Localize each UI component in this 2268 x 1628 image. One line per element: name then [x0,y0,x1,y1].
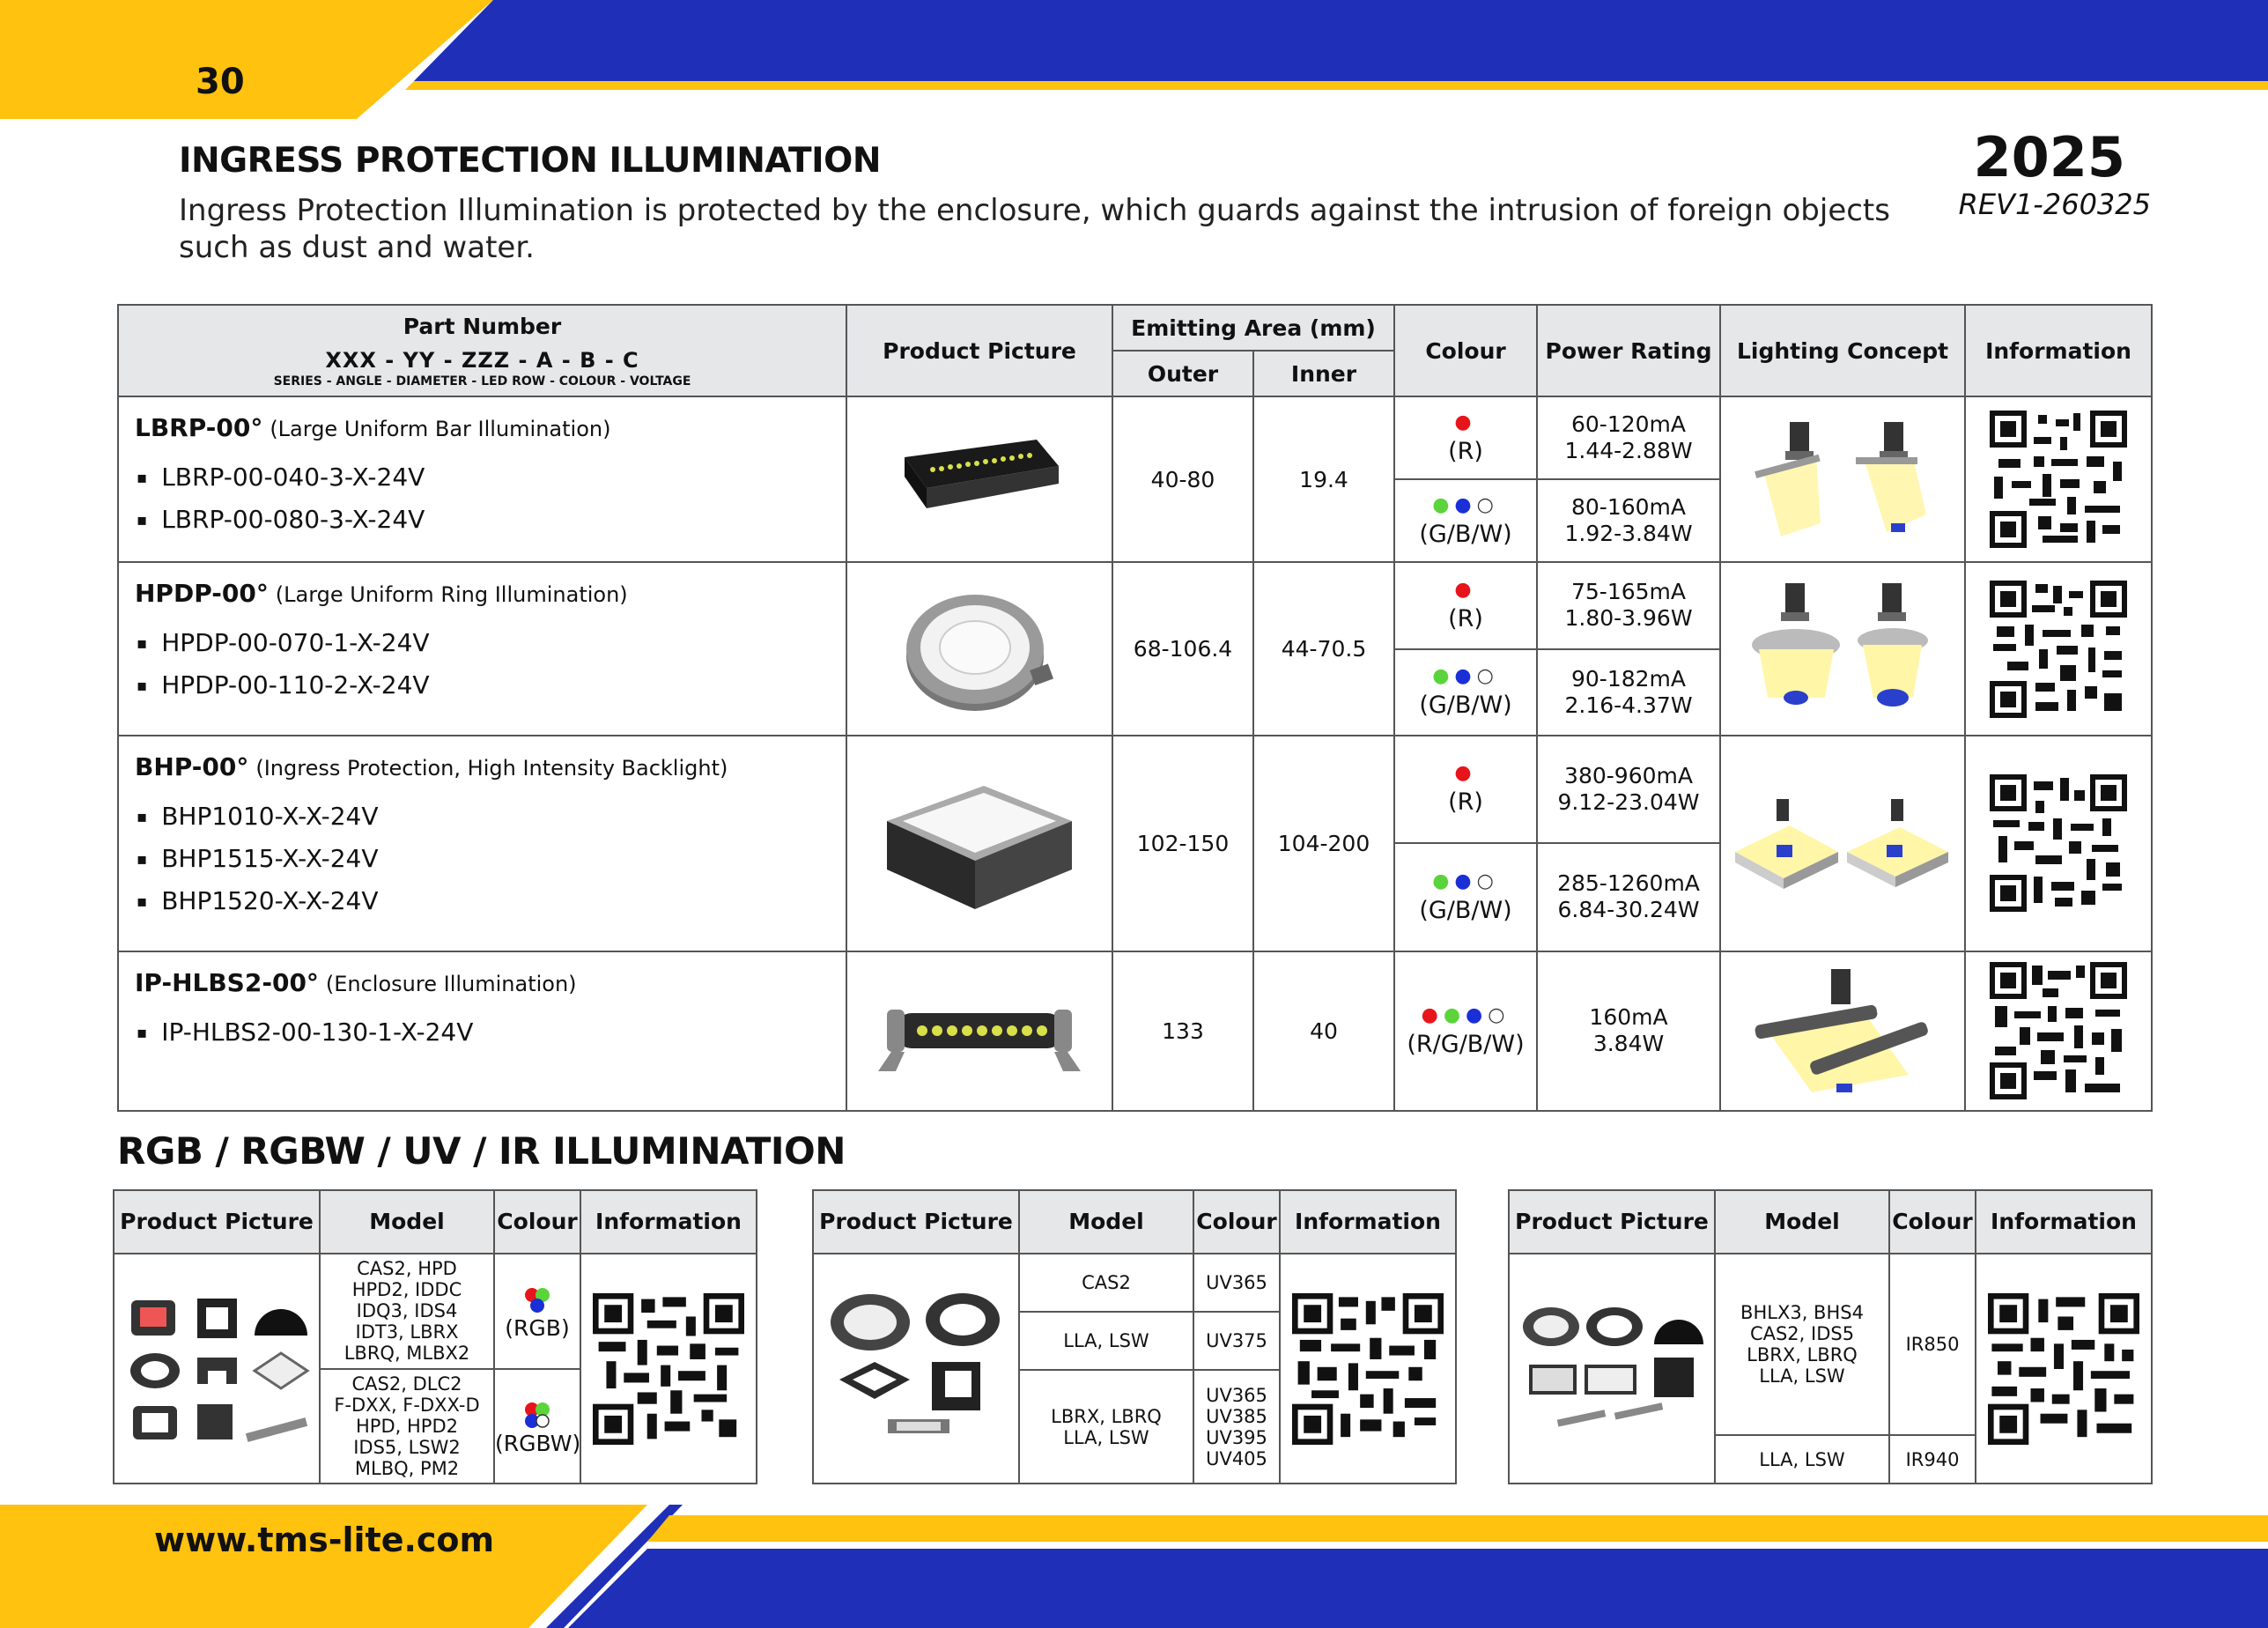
ir-products-image [1518,1283,1707,1450]
page-number: 30 [196,62,245,102]
series-description: (Ingress Protection, High Intensity Backlight) [255,755,728,781]
product-picture-rgb [114,1254,320,1484]
emitting-area-header: Emitting Area (mm) [1112,305,1394,351]
lighting-concept-lbrp [1720,396,1965,562]
product-picture-header: Product Picture [1509,1190,1715,1254]
colour-header: Colour [1394,305,1537,396]
colour-cell [1394,951,1537,1111]
current-value: 285-1260mA [1557,870,1700,897]
intro-text: Ingress Protection Illumination is protected by the enclosure, which guards against the intrusion of foreign objects such as dust and water. [179,193,1890,265]
part-cell [118,736,846,951]
colour-cell [1889,1435,1976,1484]
power-cell [1537,649,1720,736]
power-cell [1537,479,1720,562]
colour-cell [1193,1370,1280,1484]
part-code: ▪ BHP1520-X-X-24V [135,882,846,924]
power-cell [1537,843,1720,951]
product-picture-ir [1509,1254,1715,1484]
inner-value: 40 [1253,951,1394,1111]
series-description: (Enclosure Illumination) [325,971,577,996]
product-picture-header: Product Picture [114,1190,320,1254]
rgbw-colour-icon [520,1398,555,1433]
colour-cell [1193,1254,1280,1312]
colour-label: IR940 [1905,1448,1960,1470]
lighting-concept-image [1732,409,1953,550]
wattage-value: 2.16-4.37W [1564,692,1693,718]
colour-label: (G/B/W) [1419,896,1512,924]
qr-code-icon [1990,581,2127,718]
colour-cell [494,1369,580,1484]
lighting-concept-hpdp [1720,562,1965,735]
lighting-concept-image [1732,574,1953,724]
qr-code-bhp[interactable] [1965,736,2152,951]
table-row [118,562,2152,648]
outer-value: 40-80 [1112,396,1253,562]
ring-light-image [891,579,1068,720]
series-description: (Large Uniform Bar Illumination) [270,417,611,441]
colour-label: (R) [1448,437,1483,465]
qr-code-icon [1990,774,2127,912]
model-header: Model [320,1190,494,1254]
current-value: 90-182mA [1571,665,1687,692]
colour-label: IR850 [1905,1334,1960,1356]
qr-code-icon [1988,1293,2139,1445]
table-row [813,1254,1456,1312]
inner-value: 19.4 [1253,396,1394,562]
outer-value: 133 [1112,951,1253,1111]
outer-value: 68-106.4 [1112,562,1253,735]
colour-label: UV365 [1206,1272,1267,1293]
uv-table [812,1189,1457,1484]
part-code: ▪ BHP1010-X-X-24V [135,797,846,840]
product-picture-hpdp [846,562,1112,735]
model-cell [320,1369,494,1484]
table-row [118,396,2152,479]
model-cell [320,1254,494,1369]
power-rating-header: Power Rating [1537,305,1720,396]
part-number-code: XXX - YY - ZZZ - A - B - C [325,347,639,373]
model-cell [1019,1312,1193,1370]
qr-code-icon [1292,1293,1444,1445]
colour-label: UV365 UV385 UV395 UV405 [1206,1384,1267,1469]
part-code: ▪ HPDP-00-110-2-X-24V [135,666,846,708]
table-row [114,1254,757,1369]
bottom-banner [0,1498,2268,1628]
part-number-legend: SERIES - ANGLE - DIAMETER - LED ROW - COLOUR - VOLTAGE [273,374,691,388]
qr-code-icon [593,1293,744,1445]
model-cell [1715,1435,1889,1484]
information-header: Information [1280,1190,1456,1254]
ip-illumination-table [117,304,2153,1112]
colour-dots: ● [1454,578,1477,601]
revision-label: REV1-260325 [1958,188,2151,221]
lighting-concept-ip-hlbs2 [1720,951,1965,1111]
power-cell [1537,736,1720,844]
part-cell [118,951,846,1111]
model-list: CAS2 [1082,1272,1131,1293]
colour-label: (G/B/W) [1419,692,1512,720]
colour-label: (R/G/B/W) [1407,1030,1525,1058]
ir-table [1508,1189,2153,1484]
lighting-concept-image [1732,960,1953,1101]
colour-dots: ●●○ [1432,870,1499,892]
model-header: Model [1715,1190,1889,1254]
colour-label: (RGB) [505,1315,570,1342]
information-header: Information [580,1190,757,1254]
wattage-value: 1.92-3.84W [1564,521,1693,547]
outer-header: Outer [1112,351,1253,396]
qr-code-ip-hlbs2[interactable] [1965,951,2152,1111]
model-list: LBRX, LBRQ LLA, LSW [1051,1405,1162,1448]
model-cell [1019,1254,1193,1312]
backlight-image [878,768,1081,918]
series-name: IP-HLBS2-00° [135,967,319,997]
information-header: Information [1976,1190,2152,1254]
colour-cell [1394,843,1537,951]
inner-header: Inner [1253,351,1394,396]
part-cell [118,396,846,562]
part-code: ▪ LBRP-00-040-3-X-24V [135,458,846,500]
table-row [1509,1254,2152,1435]
colour-cell [1394,562,1537,648]
qr-code-hpdp[interactable] [1965,562,2152,735]
model-list: BHLX3, BHS4 CAS2, IDS5 LBRX, LBRQ LLA, LSW [1740,1302,1864,1388]
colour-cell [1394,396,1537,479]
lighting-concept-image [1728,773,1957,914]
inner-value: 44-70.5 [1253,562,1394,735]
lighting-concept-bhp [1720,736,1965,951]
colour-label: (RGBW) [495,1430,581,1456]
model-list: CAS2, DLC2 F-DXX, F-DXX-D HPD, HPD2 IDS5, LSW2 MLBQ, PM2 [334,1373,480,1479]
current-value: 80-160mA [1571,494,1687,521]
uv-products-image [822,1283,1011,1450]
catalog-year: 2025 [1973,125,2125,189]
wattage-value: 9.12-23.04W [1557,788,1700,815]
part-number-title: Part Number [403,313,562,339]
colour-cell [494,1254,580,1369]
power-cell [1537,951,1720,1111]
colour-header: Colour [1889,1190,1976,1254]
current-value: 75-165mA [1571,579,1687,605]
colour-cell [1394,736,1537,844]
colour-cell [1889,1254,1976,1435]
model-list: LLA, LSW [1759,1448,1845,1470]
model-cell [1715,1254,1889,1435]
top-banner [0,0,2268,123]
colour-label: UV375 [1206,1330,1267,1351]
qr-code-rgb[interactable] [580,1254,757,1484]
colour-dots: ●●○ [1432,493,1499,516]
colour-dots: ●●○ [1432,665,1499,688]
rgb-table [113,1189,757,1484]
colour-dots: ●●●○ [1421,1003,1511,1026]
model-list: CAS2, HPD HPD2, IDDC IDQ3, IDS4 IDT3, LBRX LBRQ, MLBX2 [344,1258,470,1365]
series-name: LBRP-00° [135,413,263,442]
information-header: Information [1965,305,2152,396]
rgb-colour-icon [520,1283,555,1318]
model-header: Model [1019,1190,1193,1254]
power-cell [1537,562,1720,648]
current-value: 60-120mA [1571,411,1687,438]
qr-code-icon [1990,411,2127,548]
qr-code-lbrp[interactable] [1965,396,2152,562]
part-code: ▪ LBRP-00-080-3-X-24V [135,500,846,543]
series-description: (Large Uniform Ring Illumination) [275,582,628,608]
table-row [118,736,2152,844]
series-name: HPDP-00° [135,579,269,609]
product-picture-bhp [846,736,1112,951]
colour-cell [1394,649,1537,736]
section-title: INGRESS PROTECTION ILLUMINATION [179,141,881,181]
colour-label: (R) [1448,788,1483,817]
website-link[interactable]: www.tms-lite.com [154,1521,495,1559]
colour-cell [1394,479,1537,562]
wattage-value: 6.84-30.24W [1557,897,1700,923]
wattage-value: 3.84W [1592,1031,1665,1057]
power-cell [1537,396,1720,479]
wattage-value: 1.80-3.96W [1564,605,1693,632]
product-picture-lbrp [846,396,1112,562]
product-picture-uv [813,1254,1019,1484]
rgb-products-image [122,1283,312,1450]
product-picture-ip-hlbs2 [846,951,1112,1111]
inner-value: 104-200 [1253,736,1394,951]
colour-header: Colour [1193,1190,1280,1254]
product-picture-header: Product Picture [813,1190,1019,1254]
qr-code-uv[interactable] [1280,1254,1456,1484]
model-cell [1019,1370,1193,1484]
tube-light-image [874,987,1085,1075]
wattage-value: 1.44-2.88W [1564,438,1693,464]
colour-label: (G/B/W) [1419,520,1512,548]
part-code: ▪ HPDP-00-070-1-X-24V [135,624,846,666]
part-code: ▪ IP-HLBS2-00-130-1-X-24V [135,1013,846,1055]
colour-cell [1193,1312,1280,1370]
qr-code-icon [1990,962,2127,1099]
part-number-header [118,305,846,396]
rgb-section-title: RGB / RGBW / UV / IR ILLUMINATION [117,1129,846,1173]
current-value: 380-960mA [1564,762,1693,788]
qr-code-ir[interactable] [1976,1254,2152,1484]
colour-dots: ● [1454,411,1477,433]
series-name: BHP-00° [135,751,249,781]
part-cell [118,562,846,735]
lighting-concept-header: Lighting Concept [1720,305,1965,396]
model-list: LLA, LSW [1063,1330,1149,1351]
bar-light-image [887,431,1072,528]
part-code: ▪ BHP1515-X-X-24V [135,840,846,882]
colour-dots: ● [1454,762,1477,785]
current-value: 160mA [1589,1004,1668,1031]
product-picture-header: Product Picture [846,305,1112,396]
colour-label: (R) [1448,604,1483,633]
outer-value: 102-150 [1112,736,1253,951]
table-row [118,951,2152,1111]
colour-header: Colour [494,1190,580,1254]
